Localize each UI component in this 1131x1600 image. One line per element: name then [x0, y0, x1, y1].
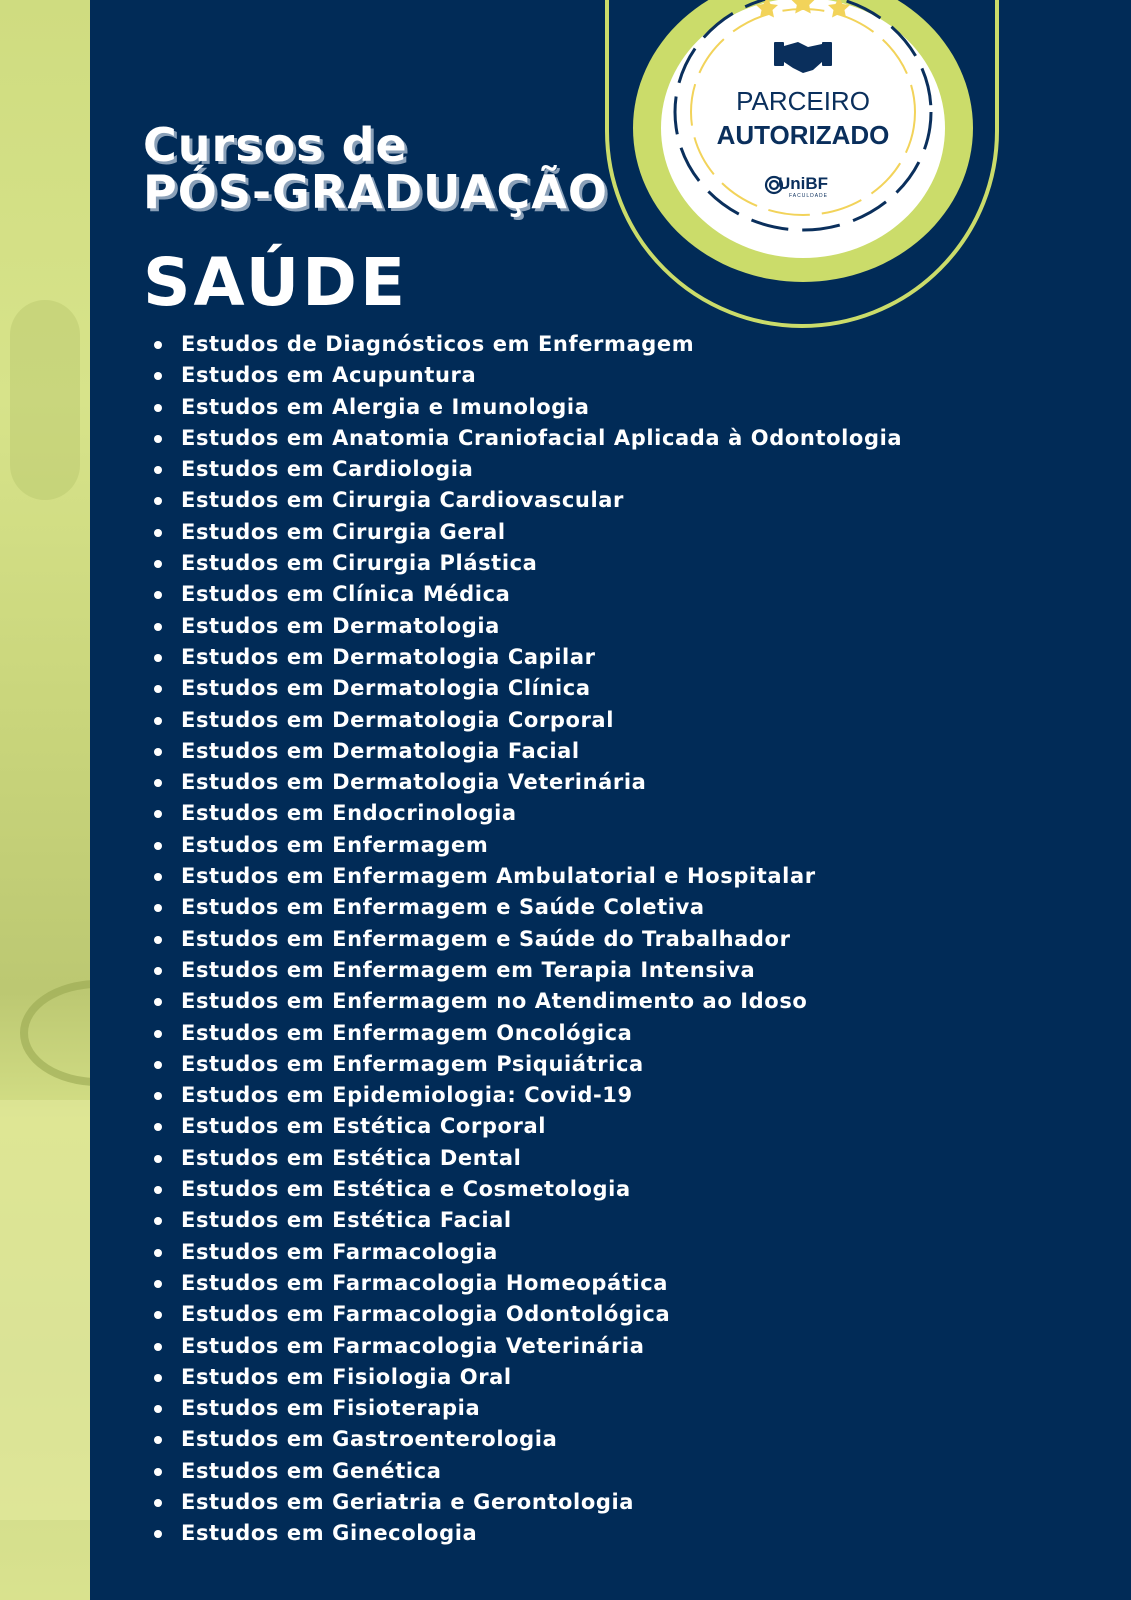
- course-item: Estudos em Dermatologia Capilar: [181, 642, 902, 673]
- course-item: Estudos em Dermatologia Facial: [181, 736, 902, 767]
- course-item: Estudos em Enfermagem no Atendimento ao Idoso: [181, 986, 902, 1017]
- magnifier-shape: [20, 980, 90, 1086]
- course-item: Estudos em Estética e Cosmetologia: [181, 1174, 902, 1205]
- course-item: Estudos em Acupuntura: [181, 360, 902, 391]
- course-item: Estudos em Estética Corporal: [181, 1111, 902, 1142]
- course-item: Estudos em Farmacologia: [181, 1237, 902, 1268]
- course-item: Estudos em Epidemiologia: Covid-19: [181, 1080, 902, 1111]
- course-item: Estudos em Anatomia Craniofacial Aplicada à Odontologia: [181, 423, 902, 454]
- course-item: Estudos em Enfermagem Oncológica: [181, 1018, 902, 1049]
- course-item: Estudos de Diagnósticos em Enfermagem: [181, 329, 902, 360]
- course-item: Estudos em Estética Facial: [181, 1205, 902, 1236]
- course-item: Estudos em Cirurgia Geral: [181, 517, 902, 548]
- course-item: Estudos em Farmacologia Odontológica: [181, 1299, 902, 1330]
- course-item: Estudos em Cirurgia Cardiovascular: [181, 485, 902, 516]
- handshake-icon: [774, 42, 832, 73]
- course-item: Estudos em Fisioterapia: [181, 1393, 902, 1424]
- course-item: Estudos em Enfermagem: [181, 830, 902, 861]
- course-item: Estudos em Dermatologia: [181, 611, 902, 642]
- course-item: Estudos em Dermatologia Clínica: [181, 673, 902, 704]
- brand-name: UniBF: [778, 174, 829, 193]
- course-item: Estudos em Cardiologia: [181, 454, 902, 485]
- badge-title-authorized: AUTORIZADO: [716, 120, 890, 150]
- brand-subtitle: FACULDADE: [789, 193, 829, 199]
- course-item: Estudos em Estética Dental: [181, 1143, 902, 1174]
- title-postgrad: PÓS-GRADUAÇÃO: [143, 165, 609, 219]
- course-list: [181, 329, 902, 1550]
- course-item: Estudos em Farmacologia Homeopática: [181, 1268, 902, 1299]
- course-item: Estudos em Clínica Médica: [181, 579, 902, 610]
- star-icon: [791, 0, 816, 14]
- course-item: Estudos em Dermatologia Veterinária: [181, 767, 902, 798]
- category-heading: SAÚDE: [143, 244, 409, 321]
- badge-title-partner: PARCEIRO: [736, 86, 870, 116]
- background-shape: [10, 300, 80, 500]
- course-item: Estudos em Enfermagem Ambulatorial e Hospitalar: [181, 861, 902, 892]
- course-item: Estudos em Enfermagem em Terapia Intensiva: [181, 955, 902, 986]
- course-item: Estudos em Fisiologia Oral: [181, 1362, 902, 1393]
- course-item: Estudos em Genética: [181, 1456, 902, 1487]
- course-item: Estudos em Endocrinologia: [181, 798, 902, 829]
- title-courses: Cursos de: [143, 118, 408, 172]
- course-item: Estudos em Enfermagem e Saúde do Trabalhador: [181, 924, 902, 955]
- background-photo-strip: [0, 0, 90, 1600]
- course-item: Estudos em Ginecologia: [181, 1518, 902, 1549]
- course-item: Estudos em Enfermagem e Saúde Coletiva: [181, 892, 902, 923]
- course-item: Estudos em Farmacologia Veterinária: [181, 1331, 902, 1362]
- course-item: Estudos em Cirurgia Plástica: [181, 548, 902, 579]
- course-item: Estudos em Alergia e Imunologia: [181, 392, 902, 423]
- course-item: Estudos em Geriatria e Gerontologia: [181, 1487, 902, 1518]
- course-item: Estudos em Enfermagem Psiquiátrica: [181, 1049, 902, 1080]
- course-item: Estudos em Gastroenterologia: [181, 1424, 902, 1455]
- books-shape: [0, 1100, 90, 1520]
- course-item: Estudos em Dermatologia Corporal: [181, 705, 902, 736]
